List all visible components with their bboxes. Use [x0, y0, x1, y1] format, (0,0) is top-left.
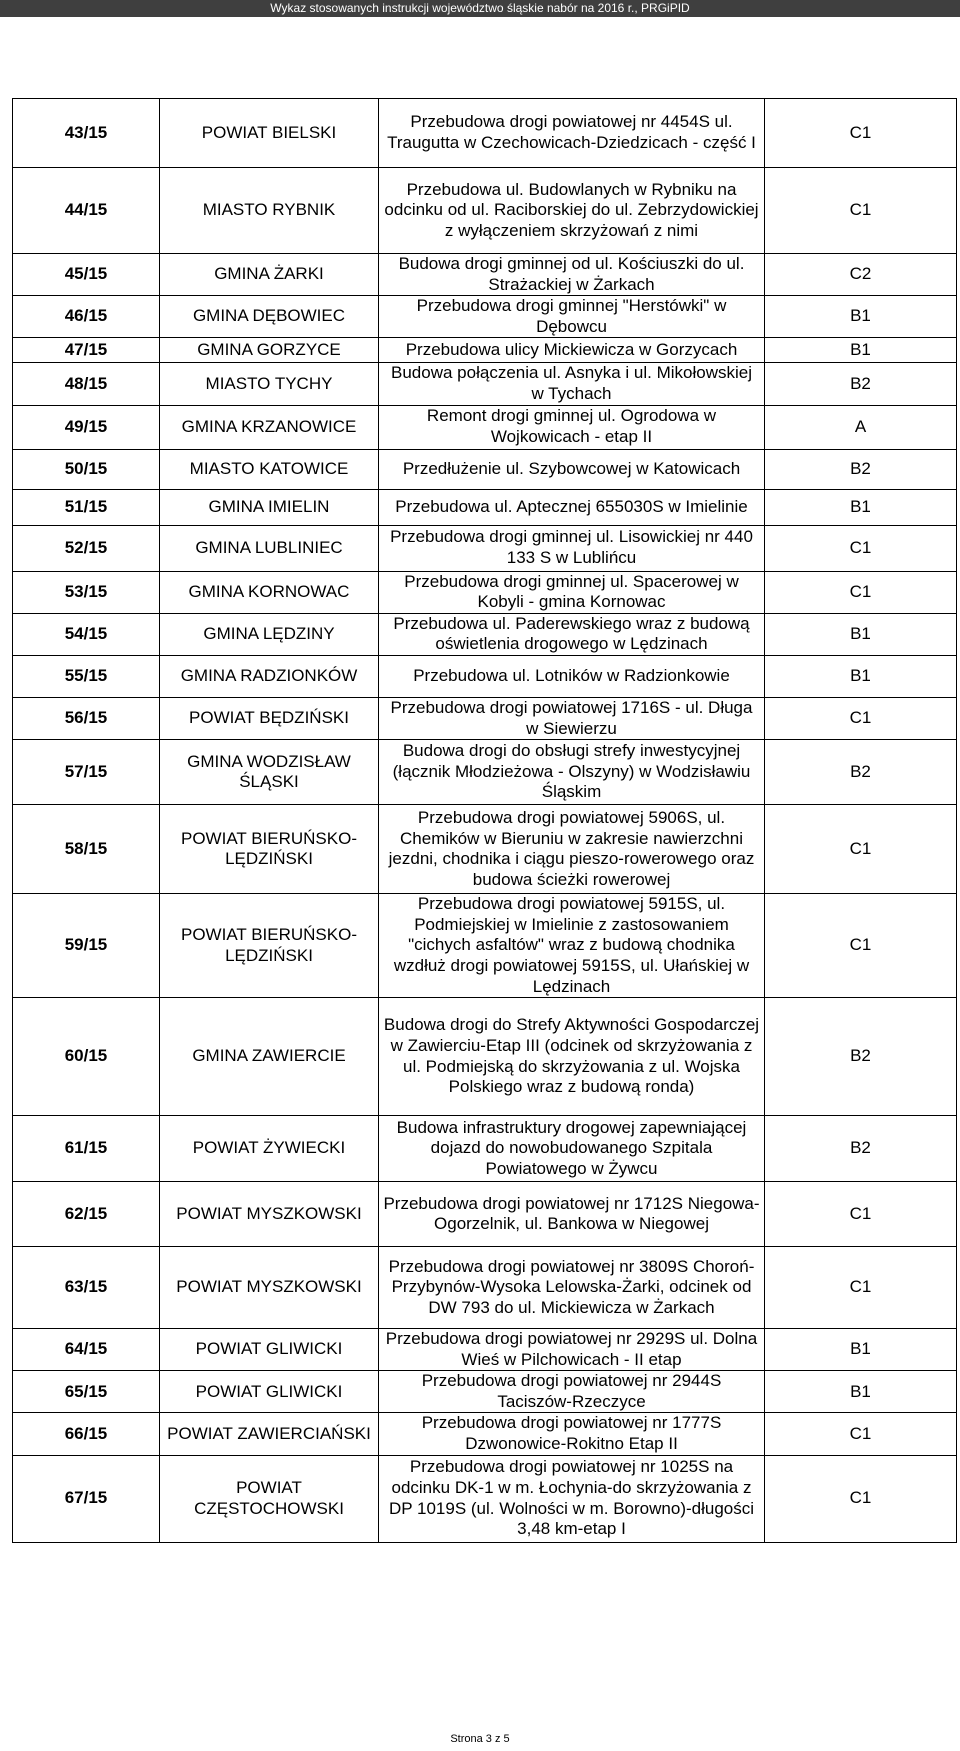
task-name-cell: Przebudowa drogi powiatowej nr 4454S ul. Traugutta w Czechowicach-Dziedzicach - część I — [379, 99, 765, 168]
table-row — [13, 489, 957, 525]
table-row — [13, 338, 957, 363]
category-cell: C1 — [765, 1413, 957, 1455]
applicant-cell: GMINA WODZISŁAW ŚLĄSKI — [160, 740, 379, 805]
table-row — [13, 1329, 957, 1371]
category-cell: C1 — [765, 1455, 957, 1542]
task-name-cell: Przebudowa drogi gminnej "Herstówki" w Dębowcu — [379, 296, 765, 338]
row-number: 45/15 — [13, 254, 160, 296]
table-row — [13, 363, 957, 405]
applicant-cell: GMINA ŻARKI — [160, 254, 379, 296]
row-number: 43/15 — [13, 99, 160, 168]
table-row — [13, 571, 957, 613]
category-cell: B1 — [765, 1371, 957, 1413]
table-row — [13, 998, 957, 1116]
task-name-cell: Budowa połączenia ul. Asnyka i ul. Mikołowskiej w Tychach — [379, 363, 765, 405]
category-cell: C1 — [765, 1247, 957, 1329]
table-row — [13, 99, 957, 168]
row-number: 60/15 — [13, 998, 160, 1116]
row-number: 54/15 — [13, 613, 160, 655]
category-cell: B1 — [765, 1329, 957, 1371]
row-number: 46/15 — [13, 296, 160, 338]
table-row — [13, 805, 957, 894]
table-row — [13, 894, 957, 998]
applicant-cell: GMINA IMIELIN — [160, 489, 379, 525]
task-name-cell: Budowa drogi gminnej od ul. Kościuszki do ul. Strażackiej w Żarkach — [379, 254, 765, 296]
category-cell: B2 — [765, 363, 957, 405]
task-name-cell: Przebudowa drogi powiatowej nr 3809S Choroń-Przybynów-Wysoka Lelowska-Żarki, odcinek od DW 793 do ul. Mickiewicza w Żarkach — [379, 1247, 765, 1329]
task-name-cell: Przebudowa drogi powiatowej nr 1777S Dzwonowice-Rokitno Etap II — [379, 1413, 765, 1455]
applicant-cell: POWIAT BIELSKI — [160, 99, 379, 168]
row-number: 66/15 — [13, 1413, 160, 1455]
task-name-cell: Przebudowa ul. Lotników w Radzionkowie — [379, 655, 765, 697]
row-number: 52/15 — [13, 525, 160, 571]
row-number: 49/15 — [13, 405, 160, 449]
row-number: 59/15 — [13, 894, 160, 998]
applicant-cell: MIASTO RYBNIK — [160, 168, 379, 254]
row-number: 53/15 — [13, 571, 160, 613]
row-number: 61/15 — [13, 1116, 160, 1182]
applicant-cell: GMINA GORZYCE — [160, 338, 379, 363]
task-name-cell: Remont drogi gminnej ul. Ogrodowa w Wojkowicach - etap II — [379, 405, 765, 449]
row-number: 55/15 — [13, 655, 160, 697]
category-cell: C1 — [765, 99, 957, 168]
applicant-cell: POWIAT BIERUŃSKO-LĘDZIŃSKI — [160, 894, 379, 998]
applicant-cell: POWIAT MYSZKOWSKI — [160, 1247, 379, 1329]
table-row — [13, 1455, 957, 1542]
projects-table-body — [13, 99, 957, 1543]
table-row — [13, 740, 957, 805]
table-row — [13, 168, 957, 254]
applicant-cell: MIASTO TYCHY — [160, 363, 379, 405]
category-cell: B1 — [765, 613, 957, 655]
category-cell: B2 — [765, 740, 957, 805]
category-cell: B1 — [765, 296, 957, 338]
category-cell: C1 — [765, 697, 957, 739]
category-cell: B2 — [765, 449, 957, 489]
category-cell: B1 — [765, 338, 957, 363]
row-number: 58/15 — [13, 805, 160, 894]
task-name-cell: Przebudowa ul. Aptecznej 655030S w Imielinie — [379, 489, 765, 525]
projects-table — [12, 98, 957, 1543]
category-cell: C1 — [765, 168, 957, 254]
task-name-cell: Przebudowa ulicy Mickiewicza w Gorzycach — [379, 338, 765, 363]
category-cell: B1 — [765, 489, 957, 525]
category-cell: C2 — [765, 254, 957, 296]
category-cell: C1 — [765, 805, 957, 894]
category-cell: C1 — [765, 1182, 957, 1247]
page-footer — [0, 1733, 960, 1745]
category-cell: A — [765, 405, 957, 449]
row-number: 44/15 — [13, 168, 160, 254]
task-name-cell: Przebudowa ul. Budowlanych w Rybniku na odcinku od ul. Raciborskiej do ul. Zebrzydowickiej z wyłączeniem skrzyżowań z nimi — [379, 168, 765, 254]
applicant-cell: GMINA DĘBOWIEC — [160, 296, 379, 338]
table-row — [13, 697, 957, 739]
table-row — [13, 449, 957, 489]
row-number: 48/15 — [13, 363, 160, 405]
table-row — [13, 254, 957, 296]
table-row — [13, 1413, 957, 1455]
task-name-cell: Przebudowa drogi powiatowej nr 1712S Niegowa-Ogorzelnik, ul. Bankowa w Niegowej — [379, 1182, 765, 1247]
category-cell: C1 — [765, 571, 957, 613]
task-name-cell: Przebudowa drogi gminnej ul. Lisowickiej nr 440 133 S w Lublińcu — [379, 525, 765, 571]
row-number: 57/15 — [13, 740, 160, 805]
table-row — [13, 655, 957, 697]
document-header — [0, 0, 960, 17]
applicant-cell: POWIAT GLIWICKI — [160, 1371, 379, 1413]
table-row — [13, 1371, 957, 1413]
applicant-cell: POWIAT GLIWICKI — [160, 1329, 379, 1371]
row-number: 64/15 — [13, 1329, 160, 1371]
category-cell: C1 — [765, 525, 957, 571]
applicant-cell: POWIAT ZAWIERCIAŃSKI — [160, 1413, 379, 1455]
applicant-cell: POWIAT CZĘSTOCHOWSKI — [160, 1455, 379, 1542]
row-number: 63/15 — [13, 1247, 160, 1329]
task-name-cell: Przebudowa drogi powiatowej 1716S - ul. Długa w Siewierzu — [379, 697, 765, 739]
table-row — [13, 525, 957, 571]
table-row — [13, 296, 957, 338]
task-name-cell: Przebudowa drogi powiatowej 5915S, ul. Podmiejskiej w Imielinie z zastosowaniem "cichych asfaltów" wraz z budową chodnika wzdłuż drogi powiatowej 5915S, ul. Ułańskiej w Lędzinach — [379, 894, 765, 998]
applicant-cell: POWIAT ŻYWIECKI — [160, 1116, 379, 1182]
row-number: 62/15 — [13, 1182, 160, 1247]
applicant-cell: POWIAT MYSZKOWSKI — [160, 1182, 379, 1247]
row-number: 65/15 — [13, 1371, 160, 1413]
task-name-cell: Przebudowa drogi gminnej ul. Spacerowej w Kobyli - gmina Kornowac — [379, 571, 765, 613]
applicant-cell: MIASTO KATOWICE — [160, 449, 379, 489]
table-row — [13, 405, 957, 449]
applicant-cell: GMINA LUBLINIEC — [160, 525, 379, 571]
task-name-cell: Przebudowa drogi powiatowej 5906S, ul. Chemików w Bieruniu w zakresie nawierzchni jezdni, chodnika i ciągu pieszo-rowerowego oraz budowa ścieżki rowerowej — [379, 805, 765, 894]
table-row — [13, 1182, 957, 1247]
applicant-cell: GMINA LĘDZINY — [160, 613, 379, 655]
task-name-cell: Przebudowa drogi powiatowej nr 2929S ul. Dolna Wieś w Pilchowicach - II etap — [379, 1329, 765, 1371]
applicant-cell: GMINA KORNOWAC — [160, 571, 379, 613]
row-number: 51/15 — [13, 489, 160, 525]
category-cell: B2 — [765, 998, 957, 1116]
task-name-cell: Przebudowa drogi powiatowej nr 1025S na odcinku DK-1 w m. Łochynia-do skrzyżowania z DP 1019S (ul. Wolności w m. Borowno)-długości 3,48 km-etap I — [379, 1455, 765, 1542]
applicant-cell: GMINA ZAWIERCIE — [160, 998, 379, 1116]
category-cell: B1 — [765, 655, 957, 697]
table-row — [13, 613, 957, 655]
task-name-cell: Budowa drogi do Strefy Aktywności Gospodarczej w Zawierciu-Etap III (odcinek od skrzyżowania z ul. Podmiejską do skrzyżowania z ul. Wojska Polskiego wraz z budową ronda) — [379, 998, 765, 1116]
document-title: Wykaz stosowanych instrukcji województwo śląskie nabór na 2016 r., PRGiPID — [270, 1, 690, 15]
applicant-cell: POWIAT BĘDZIŃSKI — [160, 697, 379, 739]
category-cell: C1 — [765, 894, 957, 998]
table-row — [13, 1247, 957, 1329]
task-name-cell: Budowa infrastruktury drogowej zapewniającej dojazd do nowobudowanego Szpitala Powiatowego w Żywcu — [379, 1116, 765, 1182]
applicant-cell: POWIAT BIERUŃSKO-LĘDZIŃSKI — [160, 805, 379, 894]
row-number: 56/15 — [13, 697, 160, 739]
row-number: 47/15 — [13, 338, 160, 363]
applicant-cell: GMINA KRZANOWICE — [160, 405, 379, 449]
category-cell: B2 — [765, 1116, 957, 1182]
task-name-cell: Przebudowa drogi powiatowej nr 2944S Taciszów-Rzeczyce — [379, 1371, 765, 1413]
task-name-cell: Przedłużenie ul. Szybowcowej w Katowicach — [379, 449, 765, 489]
task-name-cell: Przebudowa ul. Paderewskiego wraz z budową oświetlenia drogowego w Lędzinach — [379, 613, 765, 655]
row-number: 50/15 — [13, 449, 160, 489]
page-number: Strona 3 z 5 — [450, 1733, 510, 1745]
row-number: 67/15 — [13, 1455, 160, 1542]
task-name-cell: Budowa drogi do obsługi strefy inwestycyjnej (łącznik Młodzieżowa - Olszyny) w Wodzisławiu Śląskim — [379, 740, 765, 805]
applicant-cell: GMINA RADZIONKÓW — [160, 655, 379, 697]
table-row — [13, 1116, 957, 1182]
